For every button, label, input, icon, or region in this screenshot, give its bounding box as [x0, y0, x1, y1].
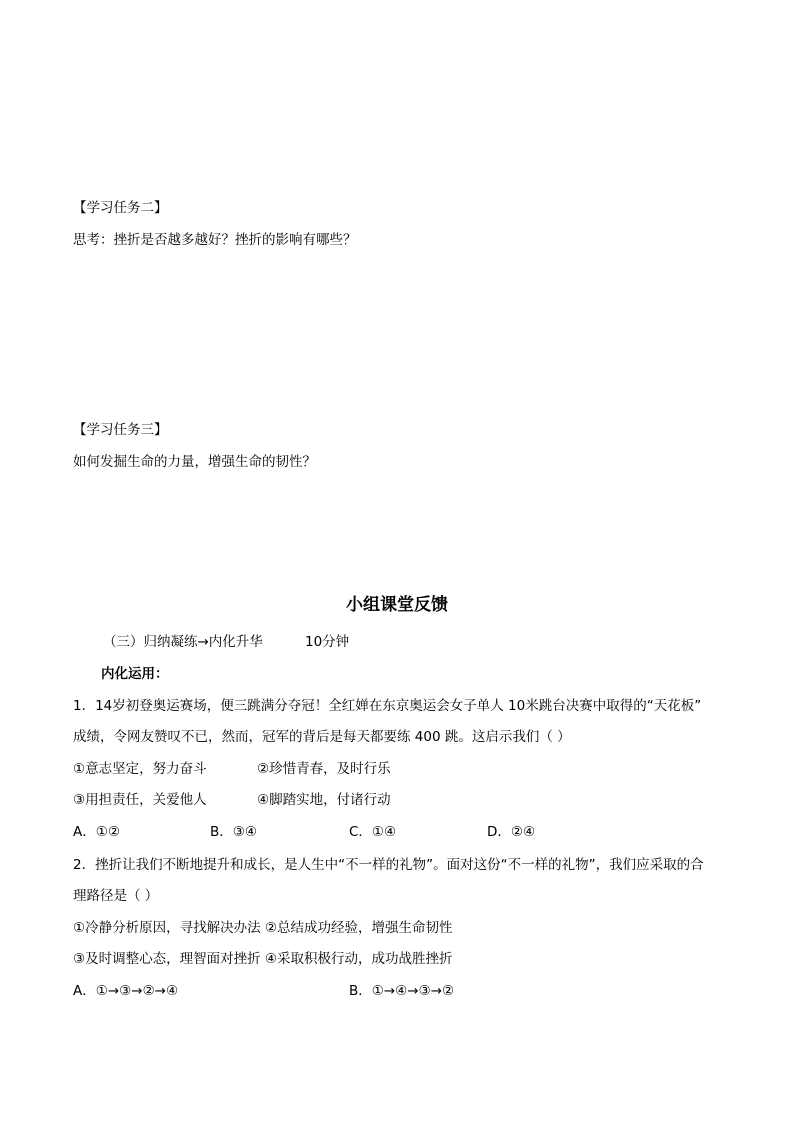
feedback-title: 小组课堂反馈 — [346, 595, 448, 615]
question-1-item-1: ①意志坚定，努力奋斗 — [73, 761, 207, 777]
question-2-stem-line2: 理路径是（ ） — [73, 888, 159, 904]
task2-heading: 【学习任务二】 — [73, 200, 168, 216]
task3-heading: 【学习任务三】 — [73, 422, 168, 438]
question-2-items-line1: ①冷静分析原因，寻找解决办法 ②总结成功经验，增强生命韧性 — [73, 920, 453, 936]
section-duration: 10分钟 — [305, 634, 350, 650]
question-1-option-c: C．①④ — [349, 824, 397, 840]
question-1-stem-line2: 成绩，令网友赞叹不已，然而，冠军的背后是每天都要练 400 跳。这启示我们（ ） — [73, 729, 571, 745]
question-1-option-a: A．①② — [73, 824, 120, 840]
question-2-option-a: A．①→③→②→④ — [73, 983, 179, 999]
question-1-option-b: B．③④ — [210, 824, 257, 840]
question-1-option-d: D．②④ — [487, 824, 536, 840]
section-label: （三）归纳凝练→内化升华 — [103, 634, 263, 650]
question-2-stem-line1: 2．挫折让我们不断地提升和成长，是人生中“不一样的礼物”。面对这份“不一样的礼物”，我们应采取的合 — [73, 857, 704, 873]
task3-prompt: 如何发掘生命的力量，增强生命的韧性？ — [73, 454, 316, 470]
task2-prompt: 思考：挫折是否越多越好？挫折的影响有哪些？ — [73, 232, 357, 248]
question-1-item-2: ②珍惜青春，及时行乐 — [257, 761, 391, 777]
question-2-option-b: B．①→④→③→② — [349, 983, 455, 999]
question-2-items-line2: ③及时调整心态，理智面对挫折 ④采取积极行动，成功战胜挫折 — [73, 951, 453, 967]
question-1-item-4: ④脚踏实地，付诸行动 — [257, 792, 391, 808]
subheading: 内化运用： — [101, 666, 169, 682]
question-1-stem-line1: 1．14岁初登奥运赛场，便三跳满分夺冠！全红婵在东京奥运会女子单人 10米跳台决赛中取得的“天花板” — [73, 698, 702, 714]
question-1-item-3: ③用担责任，关爱他人 — [73, 792, 207, 808]
